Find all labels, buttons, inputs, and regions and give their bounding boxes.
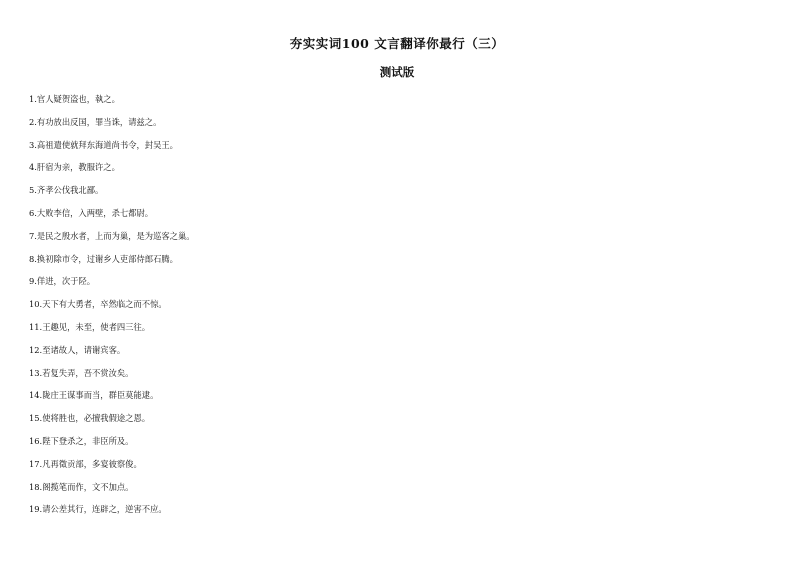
item-text: 王趣见，未至，使者四三往。: [42, 321, 151, 332]
list-item: [29, 504, 195, 527]
list-item: [29, 482, 195, 505]
item-number: 1.: [29, 94, 37, 104]
list-item: [29, 459, 195, 482]
list-item: [29, 162, 195, 185]
list-item: [29, 413, 195, 436]
item-text: 佯进，次于陉。: [36, 276, 96, 287]
item-text: 高祖遣使就拜东海道尚书令，封吴王。: [36, 139, 178, 150]
item-text: 请公差其行，连辟之，逆害不应。: [42, 504, 167, 515]
item-text: 使将胜也，必擅我假途之恩。: [42, 413, 151, 424]
list-item: [29, 140, 195, 163]
item-number: 13.: [29, 367, 43, 378]
list-item: [29, 276, 195, 299]
list-item: [29, 185, 195, 208]
item-number: 2.: [29, 116, 37, 127]
item-text: 肝宿为亲，教服许之。: [36, 162, 120, 173]
document-title: 夯实实词100 文言翻译你最行（三）: [289, 36, 505, 51]
item-text: 有功放出反国，罪当诛，请兹之。: [36, 116, 162, 127]
list-item: [29, 322, 195, 345]
question-list: [29, 94, 195, 527]
item-text: 齐孝公伐我北鄙。: [36, 185, 104, 196]
item-number: 12.: [29, 344, 43, 355]
item-number: 6.: [29, 207, 37, 218]
item-text: 大败李信，入两壁，杀七都尉。: [36, 207, 154, 218]
list-item: [29, 368, 195, 391]
item-number: 16.: [29, 435, 43, 446]
list-item: [29, 436, 195, 459]
item-text: 是民之殷水者，上而为巢，是为巡客之巢。: [36, 230, 195, 241]
item-text: 换初除市令，过谢乡人吏部侍郎石腾。: [36, 253, 178, 264]
item-text: 凡再徵贡部，多宴彼察俊。: [42, 458, 142, 469]
item-number: 7.: [29, 230, 37, 241]
list-item: [29, 231, 195, 254]
item-text: 陇庄王谋事而当，群臣莫能逮。: [42, 390, 159, 401]
list-item: [29, 345, 195, 368]
item-number: 8.: [29, 253, 37, 264]
item-number: 18.: [29, 481, 43, 492]
item-number: 3.: [29, 139, 37, 150]
item-number: 11.: [29, 321, 43, 332]
item-text: 若复失弄，吾不赏汝矣。: [42, 367, 134, 378]
item-text: 阁揽笔而作，文不加点。: [42, 481, 134, 492]
item-number: 10.: [29, 299, 43, 310]
list-item: [29, 208, 195, 231]
item-text: 天下有大勇者，卒然临之而不惊。: [42, 299, 167, 310]
document-subtitle: 测试版: [379, 65, 415, 79]
list-item: [29, 254, 195, 277]
item-text: 陛下登杀之，非臣所及。: [42, 435, 134, 446]
list-item: [29, 94, 195, 117]
item-number: 15.: [29, 413, 43, 424]
list-item: [29, 299, 195, 322]
list-item: [29, 117, 195, 140]
item-number: 9.: [29, 276, 37, 287]
item-number: 4.: [29, 162, 37, 173]
item-text: 官人疑贺盗也，執之。: [36, 94, 120, 104]
item-number: 19.: [29, 504, 43, 515]
item-text: 至诸故人，请谢宾客。: [42, 344, 126, 355]
item-number: 14.: [29, 390, 43, 401]
item-number: 17.: [29, 458, 43, 469]
list-item: [29, 390, 195, 413]
item-number: 5.: [29, 185, 37, 196]
